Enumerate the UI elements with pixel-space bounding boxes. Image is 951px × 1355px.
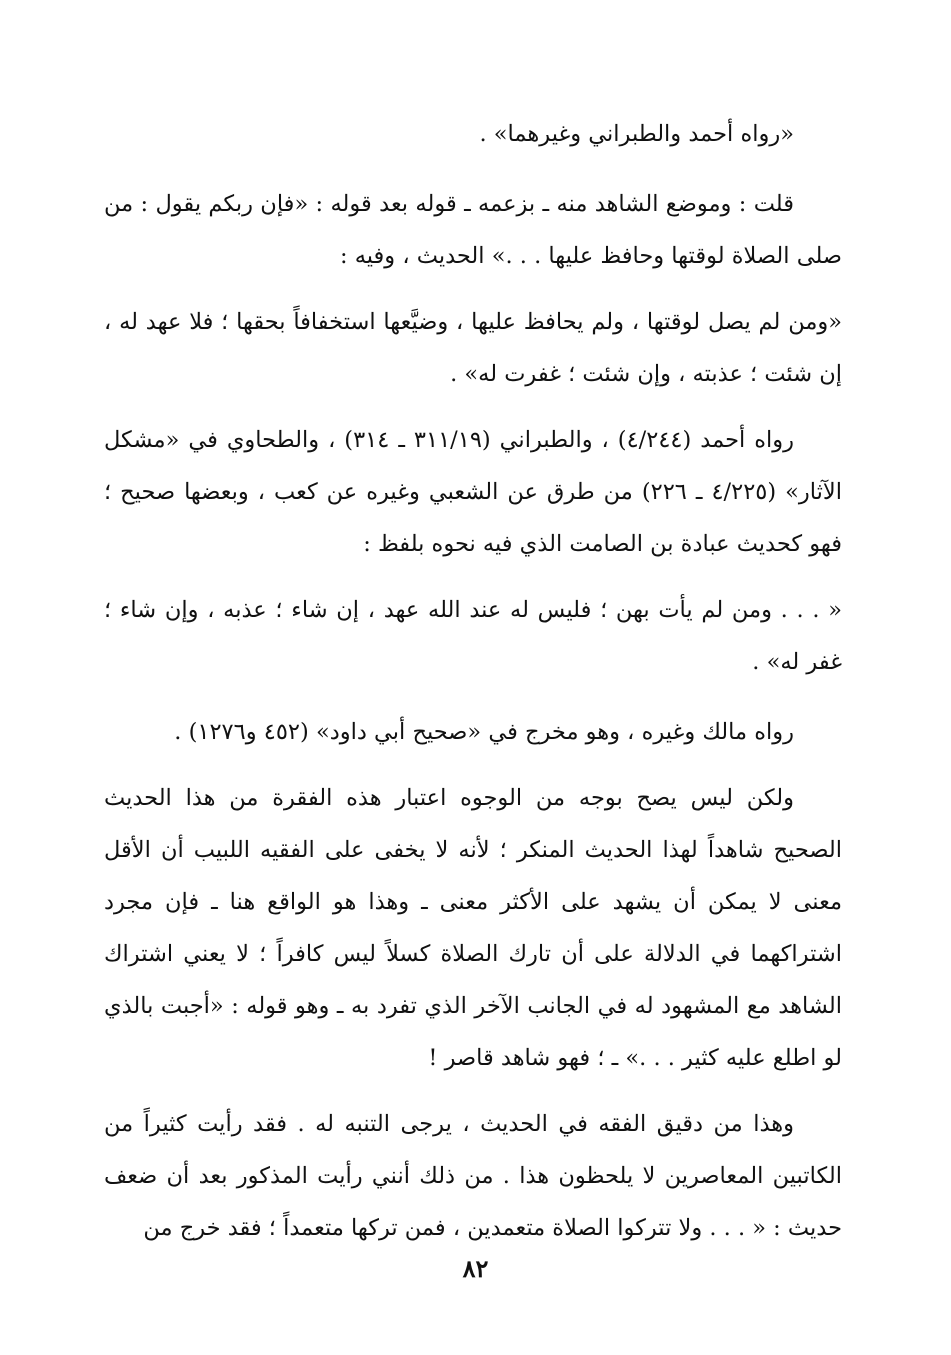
paragraph-analysis: ولكن ليس يصح بوجه من الوجوه اعتبار هذه الفقرة من هذا الحديث الصحيح شاهداً لهذا الحديث المنكر ؛ لأنه لا يخفى على الفقيه اللبيب أن الأقل معنى لا يمكن أن يشهد على الأكثر معنى ـ وهذا هو الواقع هنا ـ فإن مجرد اشتراكهما في الدلالة على أن تارك الصلاة كسلاً ليس كافراً ؛ لا يعني اشتراك الشاهد مع المشهود له في الجانب الآخر الذي تفرد به ـ وهو قوله : «أجبت بالذي لو اطلع عليه كثير . . .» ـ ؛ فهو شاهد قاصر ! bbox=[104, 785, 842, 1071]
paragraph-takhrij-2: رواه مالك وغيره ، وهو مخرج في «صحيح أبي داود» (٤٥٢ و١٢٧٦) . bbox=[174, 719, 794, 745]
paragraph-hadith-quote-2: « . . . ومن لم يأت بهن ؛ فليس له عند الله عهد ، إن شاء ؛ عذبه ، وإن شاء ؛ غفر له» . bbox=[104, 597, 842, 675]
page-number: ٨٢ bbox=[462, 1254, 489, 1283]
paragraph-hadith-quote: «ومن لم يصل لوقتها ، ولم يحافظ عليها ، وضيَّعها استخفافاً بحقها ؛ فلا عهد له ، إن شئت ؛ عذبته ، وإن شئت ؛ غفرت له» . bbox=[104, 309, 842, 387]
page-body bbox=[104, 108, 842, 1254]
paragraph-takhrij: رواه أحمد (٤/٢٤٤) ، والطبراني (٣١١/١٩ ـ ٣١٤) ، والطحاوي في «مشكل الآثار» (٤/٢٢٥ ـ ٢٢٦) من طرق عن الشعبي وغيره عن كعب ، وبعضها صحيح ؛ فهو كحديث عبادة بن الصامت الذي فيه نحوه بلفظ : bbox=[104, 427, 842, 557]
paragraph-quote-narration: «رواه أحمد والطبراني وغيرهما» . bbox=[479, 121, 794, 147]
paragraph-comment: قلت : وموضع الشاهد منه ـ بزعمه ـ قوله بعد قوله : «فإن ربكم يقول : من صلى الصلاة لوقتها وحافظ عليها . . .» الحديث ، وفيه : bbox=[104, 191, 842, 269]
paragraph-note: وهذا من دقيق الفقه في الحديث ، يرجى التنبه له . فقد رأيت كثيراً من الكاتبين المعاصرين لا يلحظون هذا . من ذلك أنني رأيت المذكور بعد أن ضعف حديث : « . . . ولا تتركوا الصلاة متعمدين ، فمن تركها متعمداً ؛ فقد خرج من bbox=[104, 1111, 842, 1241]
